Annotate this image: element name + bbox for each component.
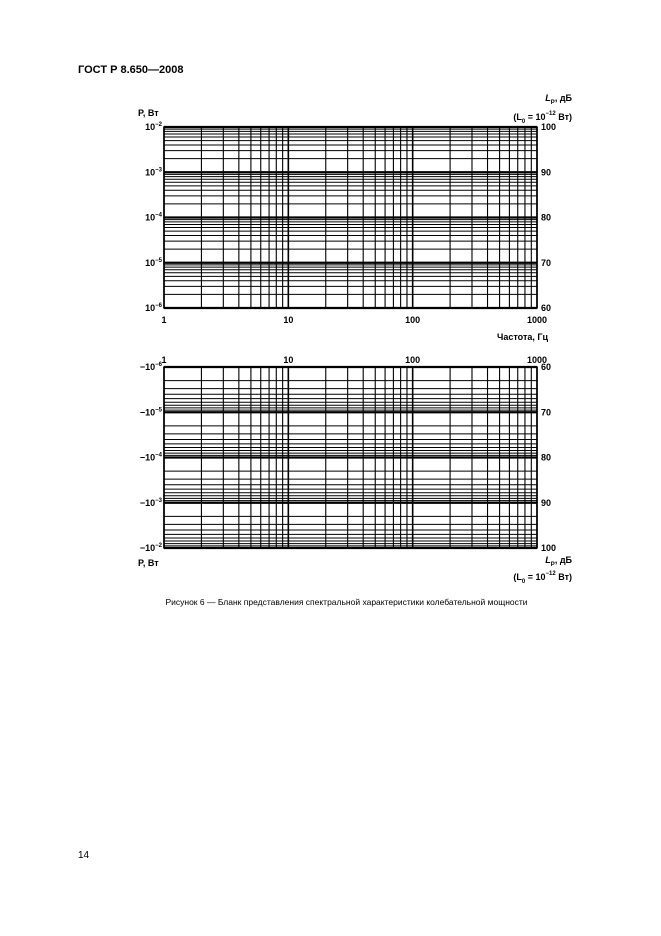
svg-text:(L0 = 10−12 Вт): ($L_0 = 10^{-12}$ Вт) [513, 571, 572, 585]
svg-text:(L0 = 10−12 Вт): ($L_0 = 10^{-12}$ Вт) [513, 111, 572, 125]
x-tick-label: 100 [405, 315, 421, 325]
right-tick-label: 80 [541, 212, 552, 223]
top-y-tick-labels [145, 122, 163, 313]
svg-text:LP, дБ: $L_P$, дБ [545, 555, 572, 568]
bottom-x-tick-labels [161, 355, 547, 365]
y-tick-label: $10^{-2}$ [145, 122, 162, 132]
x-tick-label: 1 [161, 355, 167, 365]
bottom-y-tick-labels [140, 362, 163, 553]
top-chart-grid [164, 127, 537, 308]
figure-caption: Рисунок 6 — Бланк представления спектральной характеристики колебательной мощности [165, 597, 528, 607]
bottom-y-axis-label: P, Вт [138, 558, 159, 568]
x-tick-label: 100 [405, 355, 421, 365]
right-tick-label: 70 [541, 257, 552, 268]
y-tick-label: $-10^{-4}$ [139, 452, 162, 463]
y-tick-label: $10^{-6}$ [145, 303, 162, 313]
top-y-axis-label: P, Вт [138, 108, 159, 118]
x-tick-label: 1 [161, 315, 167, 325]
x-tick-label: 10 [283, 315, 294, 325]
svg-text:LP, дБ: $L_P$, дБ [545, 93, 572, 106]
top-x-axis-label: Частота, Гц [497, 332, 548, 342]
y-tick-label: $10^{-5}$ [145, 257, 162, 268]
top-right-tick-labels [541, 122, 556, 313]
right-tick-label: 70 [541, 407, 552, 418]
bottom-right-tick-labels [541, 362, 556, 553]
x-tick-label: 1000 [526, 355, 548, 365]
page-number: 14 [78, 850, 90, 861]
y-tick-label: $-10^{-6}$ [139, 362, 162, 372]
right-tick-label: 60 [541, 303, 552, 313]
top-right-axis-label [513, 93, 572, 125]
right-tick-label: 90 [541, 497, 552, 508]
standard-header: ГОСТ Р 8.650—2008 [78, 64, 184, 76]
x-tick-label: 10 [283, 355, 294, 365]
y-tick-label: $10^{-4}$ [145, 212, 162, 223]
y-tick-label: $-10^{-2}$ [139, 543, 162, 553]
top-x-tick-labels [161, 315, 547, 325]
right-tick-label: 80 [541, 452, 552, 463]
right-tick-label: 100 [541, 543, 557, 553]
right-tick-label: 90 [541, 167, 552, 178]
y-tick-label: $-10^{-3}$ [139, 497, 162, 508]
bottom-chart [138, 355, 573, 585]
x-tick-label: 1000 [526, 315, 548, 325]
right-tick-label: 100 [541, 122, 557, 132]
bottom-chart-grid [164, 367, 537, 548]
bottom-right-axis-label [513, 555, 572, 585]
right-tick-label: 60 [541, 362, 552, 372]
y-tick-label: $-10^{-5}$ [139, 407, 162, 418]
y-tick-label: $10^{-3}$ [145, 167, 162, 178]
